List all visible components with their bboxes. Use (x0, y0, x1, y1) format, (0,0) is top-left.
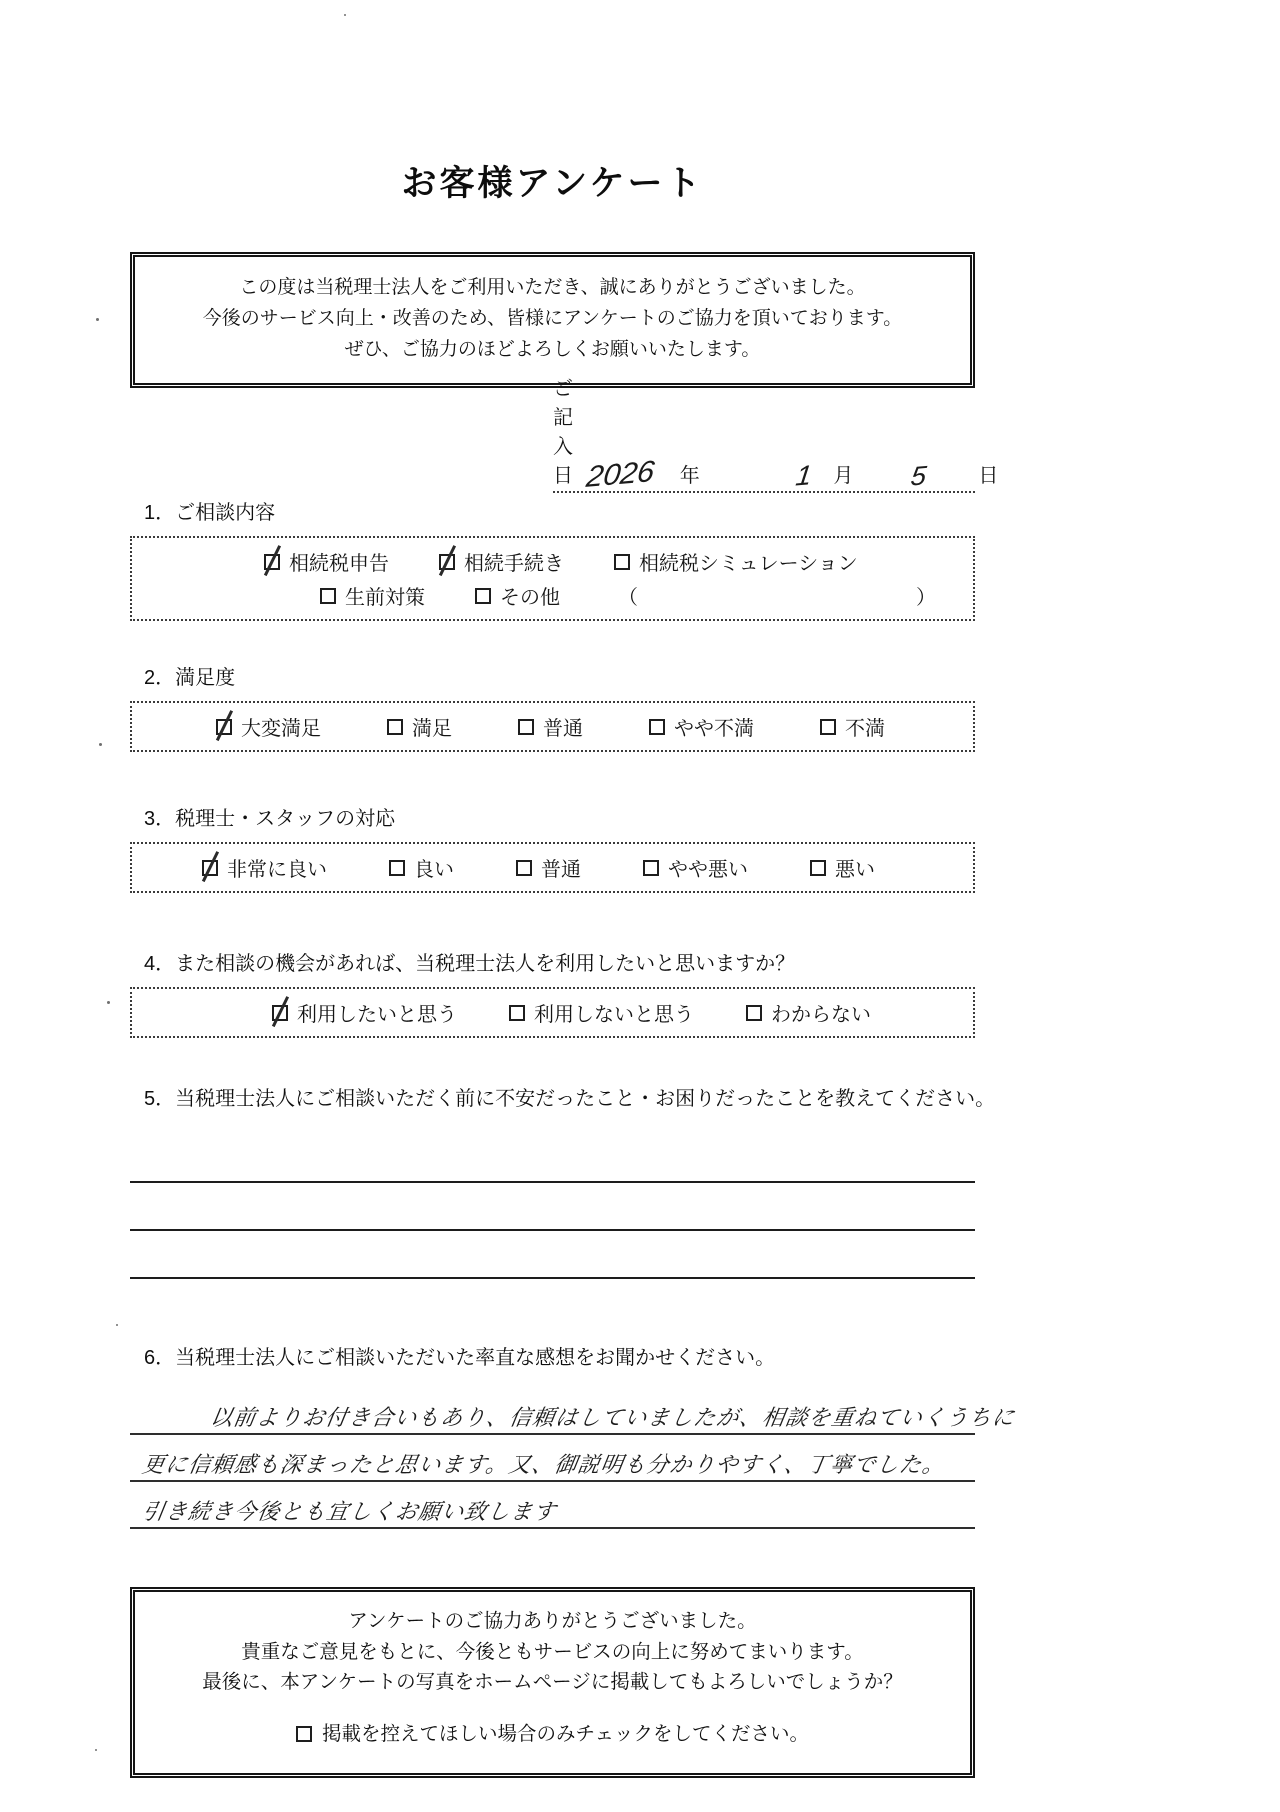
option-excellent[interactable] (202, 853, 327, 882)
section-4-options-box (130, 987, 975, 1038)
option-label: わからない (771, 1004, 871, 1027)
checkbox-inheritance-tax-return[interactable] (264, 554, 280, 570)
option-would-use-again[interactable] (272, 998, 457, 1027)
fill-date-label: ご記入日 (553, 378, 573, 488)
other-paren-open: （ (618, 587, 638, 610)
checkbox-very-satisfied[interactable] (216, 719, 232, 735)
option-would-not-use[interactable] (509, 998, 694, 1027)
page-title: お客様アンケート (401, 164, 704, 203)
footer-line: 最後に、本アンケートの写真をホームページに掲載してもよろしいでしょうか？ (202, 1670, 903, 1693)
option-decline-publication[interactable] (296, 1719, 809, 1749)
option-label: 悪い (835, 859, 875, 882)
intro-line: ぜひ、ご協力のほどよろしくお願いいたします。 (344, 338, 761, 360)
section-4-heading: 4．また相談の機会があれば、当税理士法人を利用したいと思いますか？ (144, 953, 796, 976)
checkbox-satisfied[interactable] (387, 719, 403, 735)
checkbox-lifetime-planning[interactable] (320, 588, 336, 604)
footer-line: アンケートのご協力ありがとうございました。 (348, 1610, 757, 1633)
answer-line (130, 1183, 975, 1231)
option-label: 良い (414, 859, 454, 882)
other-paren-close: ） (916, 587, 936, 610)
intro-line: この度は当税理士法人をご利用いただき、誠にありがとうございました。 (239, 277, 866, 298)
option-label: 相続税シミュレーション (639, 553, 858, 576)
option-label: 満足 (412, 718, 452, 741)
fill-date-day-value: 5 (909, 460, 929, 492)
option-somewhat-poor[interactable] (643, 853, 748, 882)
checkbox-poor[interactable] (810, 860, 826, 876)
consult-options-row-1 (138, 547, 967, 576)
handwritten-text: 引き続き今後とも宜しくお願い致します (140, 1499, 559, 1525)
option-inheritance-procedures[interactable] (439, 547, 564, 576)
option-label: 掲載を控えてほしい場合のみチェックをしてください。 (322, 1722, 809, 1745)
section-3-options-box (130, 842, 975, 893)
checkbox-would-use-again[interactable] (272, 1005, 288, 1021)
answer-line (130, 1231, 975, 1279)
option-label: 相続税申告 (289, 553, 389, 576)
option-poor[interactable] (810, 853, 875, 882)
answer-line (130, 1145, 975, 1183)
fill-date-month-unit: 月 (833, 465, 854, 488)
answer-line (130, 1482, 975, 1529)
section-6-heading: 6．当税理士法人にご相談いただいた率直な感想をお聞かせください。 (144, 1347, 776, 1370)
scan-speck (116, 1324, 118, 1326)
scan-speck (107, 1001, 110, 1004)
option-lifetime-planning[interactable] (320, 581, 425, 610)
section-2-heading: 2．満足度 (144, 667, 236, 690)
checkbox-inheritance-procedures[interactable] (439, 554, 455, 570)
handwritten-text: 以前よりお付き合いもあり、信頼はしていましたが、相談を重ねていくうちに (208, 1405, 1017, 1431)
option-label: 生前対策 (345, 587, 425, 610)
option-other[interactable] (475, 581, 560, 610)
fill-date-row (553, 378, 999, 495)
consult-options-row-2 (138, 581, 967, 610)
scan-speck (96, 318, 99, 321)
checkbox-average[interactable] (516, 860, 532, 876)
option-good[interactable] (389, 853, 454, 882)
option-label: 不満 (845, 718, 885, 741)
impressions-answer-area (130, 1388, 1017, 1529)
option-label: やや不満 (674, 718, 754, 741)
fill-date-year-value: 2026 (584, 455, 657, 495)
fill-date-day-unit: 日 (978, 465, 999, 488)
option-label: 普通 (543, 718, 583, 741)
satisfaction-options-row (138, 712, 967, 741)
fill-date-year-unit: 年 (679, 465, 700, 488)
option-satisfied[interactable] (387, 712, 452, 741)
option-label: やや悪い (668, 859, 748, 882)
reuse-options-row (138, 998, 967, 1027)
option-somewhat-dissatisfied[interactable] (649, 712, 754, 741)
checkbox-neutral[interactable] (518, 719, 534, 735)
scan-speck (344, 14, 346, 16)
option-dissatisfied[interactable] (820, 712, 885, 741)
section-3-heading: 3．税理士・スタッフの対応 (144, 808, 396, 831)
scan-speck (95, 1749, 97, 1751)
section-1-options-box (130, 536, 975, 621)
option-label: 利用しないと思う (534, 1004, 694, 1027)
option-neutral[interactable] (518, 712, 583, 741)
option-average[interactable] (516, 853, 581, 882)
intro-line: 今後のサービス向上・改善のため、皆様にアンケートのご協力を頂いております。 (202, 307, 903, 329)
section-1-heading: 1．ご相談内容 (144, 502, 276, 525)
checkbox-good[interactable] (389, 860, 405, 876)
option-unsure[interactable] (746, 998, 871, 1027)
scan-speck (99, 743, 102, 746)
checkbox-inheritance-tax-simulation[interactable] (614, 554, 630, 570)
checkbox-excellent[interactable] (202, 860, 218, 876)
option-inheritance-tax-simulation[interactable] (614, 547, 858, 576)
option-label: 相続手続き (464, 553, 564, 576)
option-label: 普通 (541, 859, 581, 882)
checkbox-would-not-use[interactable] (509, 1005, 525, 1021)
fill-date-month-value: 1 (793, 459, 814, 492)
answer-line (130, 1388, 1017, 1435)
footer-line: 貴重なご意見をもとに、今後ともサービスの向上に努めてまいります。 (241, 1640, 864, 1663)
concerns-answer-area (130, 1145, 975, 1279)
checkbox-somewhat-dissatisfied[interactable] (649, 719, 665, 735)
checkbox-unsure[interactable] (746, 1005, 762, 1021)
footer-box (130, 1587, 975, 1778)
section-5-heading: 5．当税理士法人にご相談いただく前に不安だったこと・お困りだったことを教えてください。 (144, 1088, 996, 1111)
option-label: 大変満足 (241, 718, 321, 741)
intro-box (130, 252, 975, 388)
checkbox-dissatisfied[interactable] (820, 719, 836, 735)
option-label: 利用したいと思う (297, 1004, 457, 1027)
form-content (130, 156, 1017, 1778)
staff-options-row (138, 853, 967, 882)
option-label: その他 (500, 587, 560, 610)
option-very-satisfied[interactable] (216, 712, 321, 741)
checkbox-decline-publication[interactable] (296, 1726, 312, 1742)
handwritten-text: 更に信頼感も深まったと思います。又、御説明も分かりやすく、丁寧でした。 (140, 1452, 948, 1478)
checkbox-other[interactable] (475, 588, 491, 604)
checkbox-somewhat-poor[interactable] (643, 860, 659, 876)
option-inheritance-tax-return[interactable] (264, 547, 389, 576)
answer-line (130, 1435, 975, 1482)
section-2-options-box (130, 701, 975, 752)
option-label: 非常に良い (227, 859, 327, 882)
